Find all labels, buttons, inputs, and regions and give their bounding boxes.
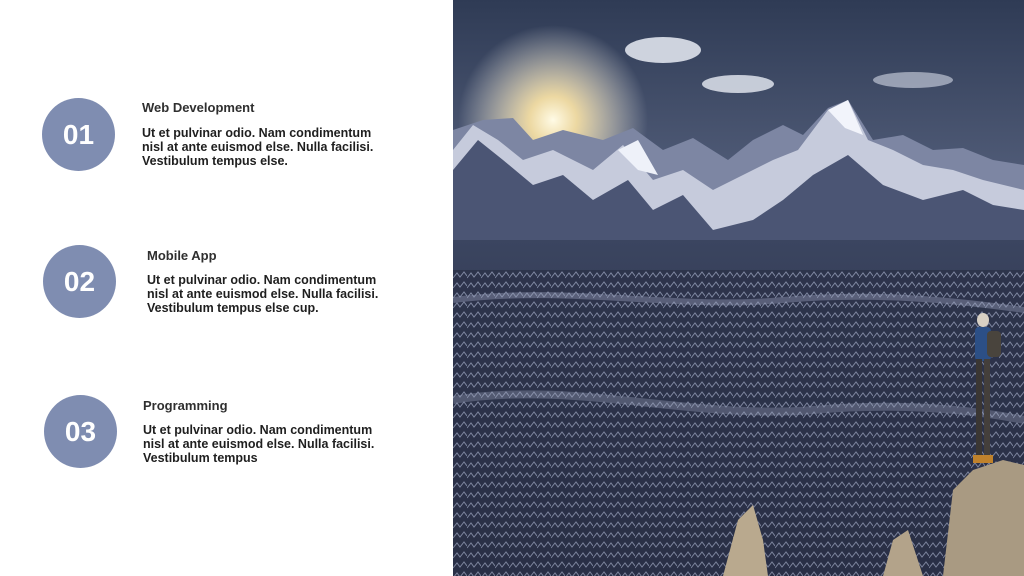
description-line: Vestibulum tempus else cup. xyxy=(147,301,319,315)
description-line: Ut et pulvinar odio. Nam condimentum xyxy=(143,423,373,437)
mountain-illustration xyxy=(453,0,1024,576)
mountain-landscape-photo xyxy=(453,0,1024,576)
item-title: Mobile App xyxy=(147,248,217,263)
description-line: Vestibulum tempus else. xyxy=(142,154,288,168)
item-description xyxy=(142,126,422,168)
item-description xyxy=(147,273,427,315)
number-badge: 02 xyxy=(43,245,116,318)
number-badge: 03 xyxy=(44,395,117,468)
item-title: Programming xyxy=(143,398,228,413)
description-line: nisl at ante euismod else. Nulla facilisi. xyxy=(142,140,374,154)
item-title: Web Development xyxy=(142,100,255,115)
content-panel xyxy=(0,0,453,576)
description-line: Vestibulum tempus xyxy=(143,451,258,465)
number-badge: 01 xyxy=(42,98,115,171)
description-line: nisl at ante euismod else. Nulla facilisi. xyxy=(143,437,375,451)
item-description xyxy=(143,423,423,465)
description-line: Ut et pulvinar odio. Nam condimentum xyxy=(142,126,372,140)
description-line: nisl at ante euismod else. Nulla facilisi. xyxy=(147,287,379,301)
description-line: Ut et pulvinar odio. Nam condimentum xyxy=(147,273,377,287)
